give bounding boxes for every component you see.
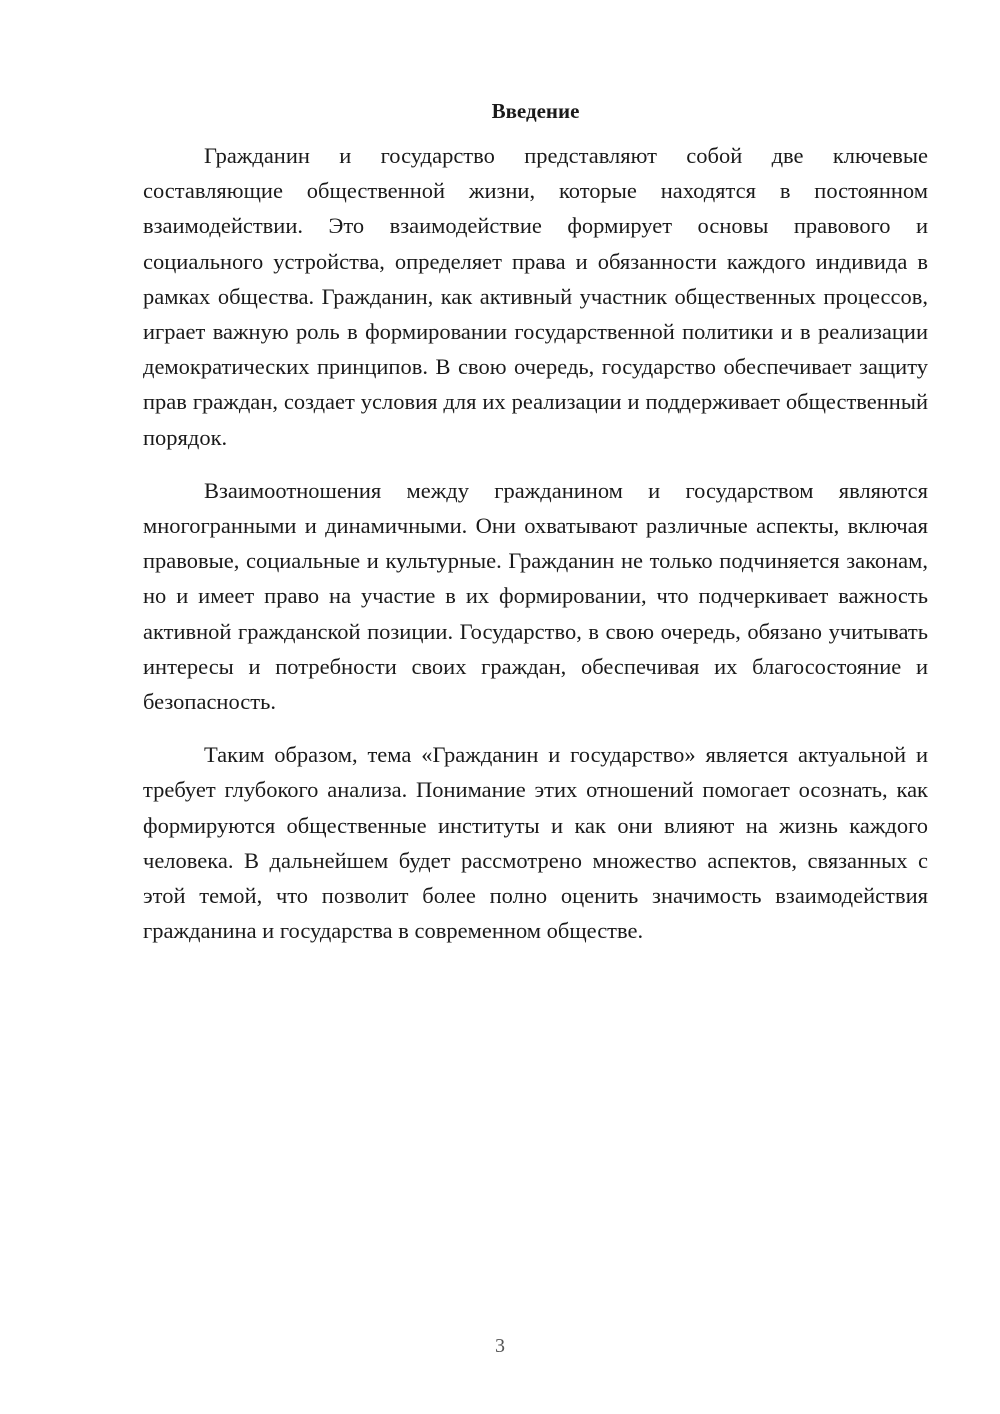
page-content	[143, 96, 928, 966]
section-heading: Введение	[491, 99, 580, 123]
paragraph-1: Гражданин и государство представляют собой две ключевые составляющие общественной жизни, которые находятся в постоянном взаимодействии. Это взаимодействие формирует основы правового и социального устройства, определяет права и обязанности каждого индивида в рамках общества. Гражданин, как активный участник общественных процессов, играет важную роль в формировании государственной политики и в реализации демократических принципов. В свою очередь, государство обеспечивает защиту прав граждан, создает условия для их реализации и поддерживает общественный порядок.	[143, 143, 928, 450]
paragraph-3: Таким образом, тема «Гражданин и государство» является актуальной и требует глубокого анализа. Понимание этих отношений помогает осознать, как формируются общественные институты и как они влияют на жизнь каждого человека. В дальнейшем будет рассмотрено множество аспектов, связанных с этой темой, что позволит более полно оценить значимость взаимодействия гражданина и государства в современном обществе.	[143, 742, 928, 944]
page-number: 3	[495, 1335, 505, 1357]
paragraph-2: Взаимоотношения между гражданином и государством являются многогранными и динамичными. Они охватывают различные аспекты, включая правовые, социальные и культурные. Гражданин не только подчиняется законам, но и имеет право на участие в их формировании, что подчеркивает важность активной гражданской позиции. Государство, в свою очередь, обязано учитывать интересы и потребности своих граждан, обеспечивая их благосостояние и безопасность.	[143, 477, 928, 715]
